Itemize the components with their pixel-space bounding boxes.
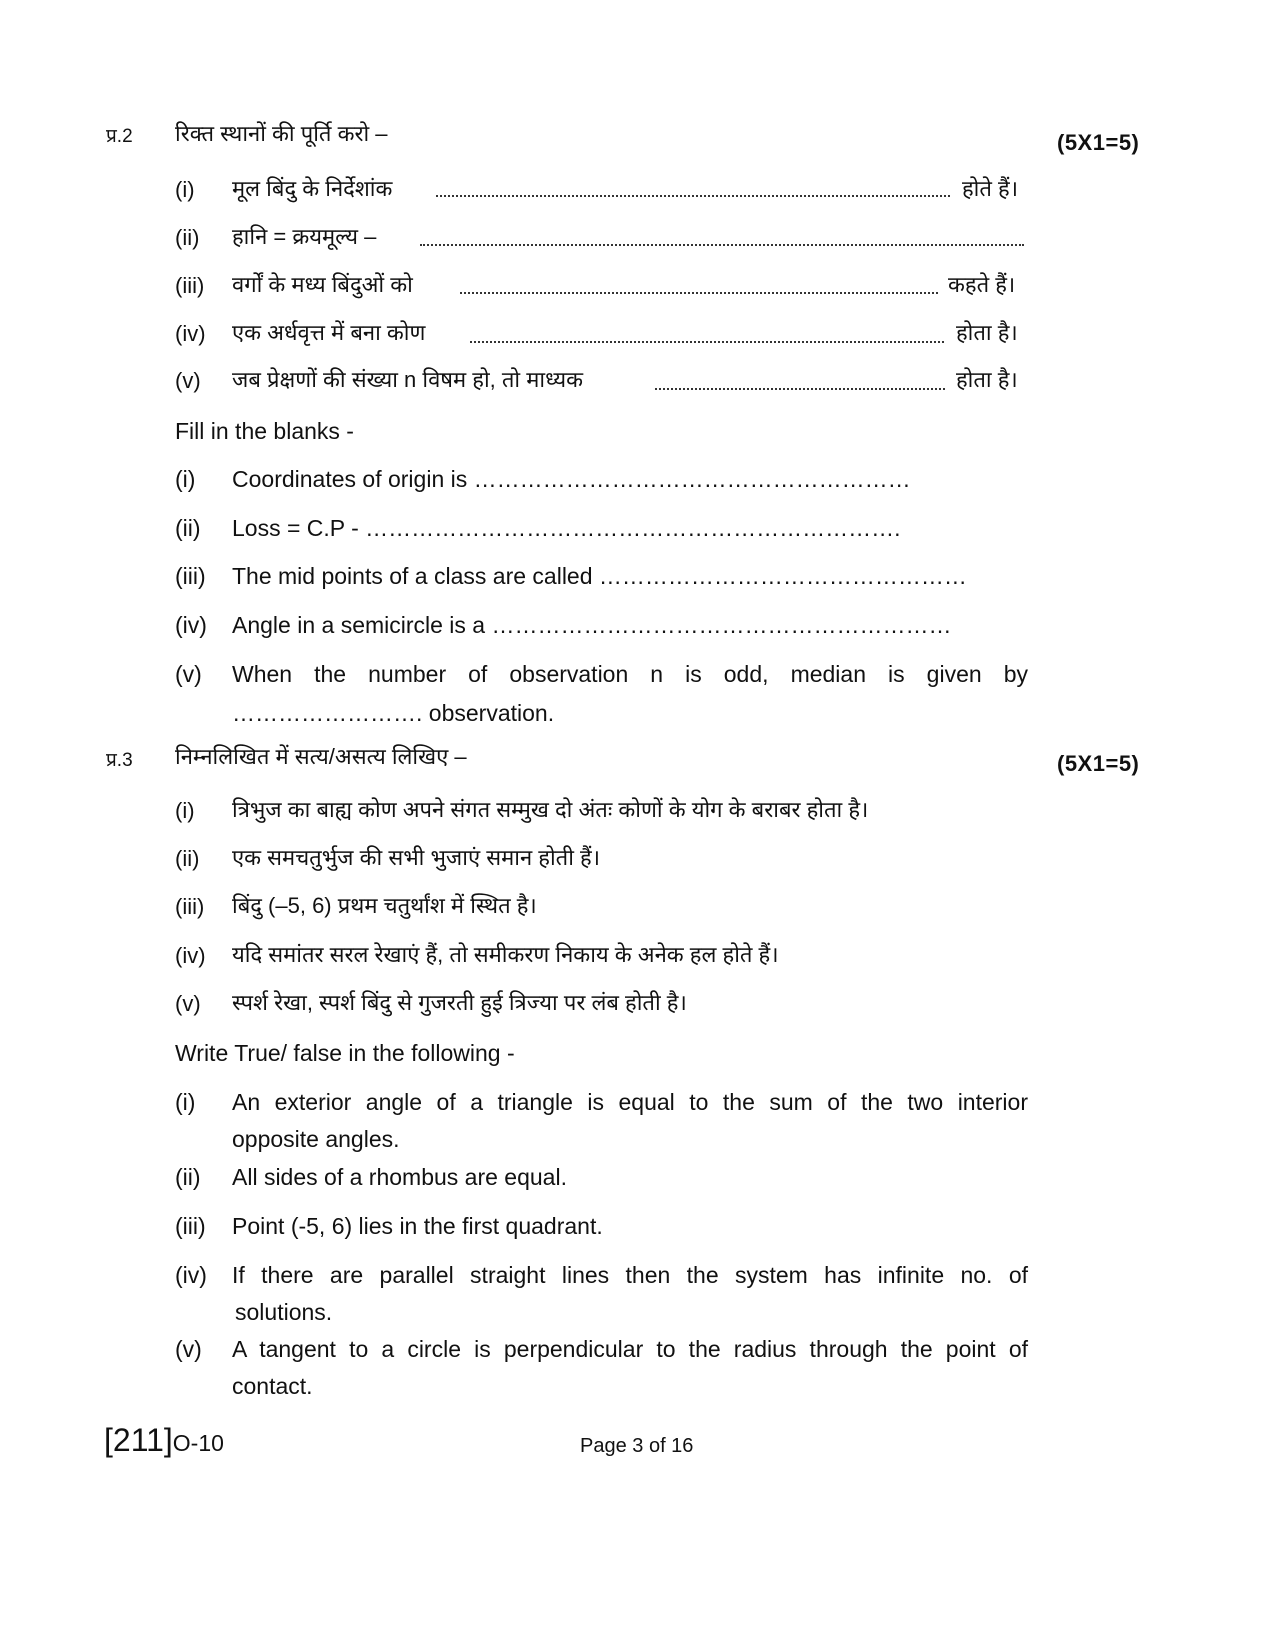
english-blank-text: When the number of observation n is odd, median is given by [232, 661, 1028, 687]
item-number: (v) [175, 1336, 202, 1362]
item-number: (v) [175, 991, 201, 1016]
hindi-blank-text: वर्गों के मध्य बिंदुओं को [232, 272, 413, 297]
question-title-q2: रिक्त स्थानों की पूर्ति करो – [175, 121, 388, 146]
item-number: (iv) [175, 321, 206, 346]
page-number: Page 3 of 16 [580, 1435, 694, 1457]
hindi-blank-text: एक अर्धवृत्त में बना कोण [232, 320, 426, 345]
blank-line [655, 388, 945, 390]
hindi-blank-suffix: कहते हैं। [948, 272, 1016, 297]
hindi-blank-text: हानि = क्रयमूल्य – [232, 224, 377, 249]
hindi-blank-suffix: होता है। [956, 320, 1018, 345]
question-number-q3: प्र.3 [106, 750, 133, 771]
english-statement-continuation: solutions. [235, 1299, 333, 1325]
hindi-blank-text: जब प्रेक्षणों की संख्या n विषम हो, तो माध्यक [232, 367, 584, 392]
item-number: (i) [175, 177, 195, 202]
hindi-blank-suffix: होते हैं। [962, 176, 1019, 201]
item-number: (iii) [175, 1213, 206, 1239]
marks-q2: (5X1=5) [1057, 130, 1140, 155]
english-statement: Point (-5, 6) lies in the first quadrant. [232, 1213, 603, 1239]
english-blank-text: Angle in a semicircle is a …………………………………………………… [232, 612, 952, 638]
blank-line [470, 341, 944, 343]
hindi-statement: त्रिभुज का बाह्य कोण अपने संगत सम्मुख दो अंतः कोणों के योग के बराबर होता है। [232, 797, 869, 822]
item-number: (iv) [175, 1262, 207, 1288]
english-blank-text: The mid points of a class are called ………………………………………… [232, 563, 967, 589]
item-number: (i) [175, 798, 195, 823]
hindi-statement: बिंदु (–5, 6) प्रथम चतुर्थांश में स्थित है। [232, 893, 537, 918]
hindi-statement: यदि समांतर सरल रेखाएं हैं, तो समीकरण निकाय के अनेक हल होते हैं। [232, 942, 779, 967]
item-number: (iii) [175, 273, 205, 298]
blank-line [436, 195, 950, 197]
paper-code [104, 1422, 224, 1459]
english-statement: If there are parallel straight lines then the system has infinite no. of [232, 1262, 1028, 1288]
item-number: (ii) [175, 1164, 201, 1190]
paper-code-main: [211] [104, 1422, 173, 1458]
item-number: (iv) [175, 612, 207, 638]
item-number: (v) [175, 368, 201, 393]
marks-q3: (5X1=5) [1057, 751, 1140, 776]
english-heading-q2: Fill in the blanks - [175, 418, 354, 444]
item-number: (iii) [175, 894, 205, 919]
english-statement: An exterior angle of a triangle is equal to the sum of the two interior [232, 1089, 1028, 1115]
hindi-blank-suffix: होता है। [956, 367, 1018, 392]
hindi-blank-text: मूल बिंदु के निर्देशांक [232, 176, 393, 201]
item-number: (iii) [175, 563, 206, 589]
item-number: (ii) [175, 225, 200, 250]
hindi-statement: स्पर्श रेखा, स्पर्श बिंदु से गुजरती हुई त्रिज्या पर लंब होती है। [232, 990, 687, 1015]
question-title-q3: निम्नलिखित में सत्य/असत्य लिखिए – [175, 744, 467, 769]
item-number: (i) [175, 1089, 196, 1115]
hindi-statement: एक समचतुर्भुज की सभी भुजाएं समान होती हैं। [232, 845, 601, 870]
blank-line [460, 292, 938, 294]
english-blank-continuation: ……………………. observation. [232, 700, 555, 726]
item-number: (ii) [175, 846, 200, 871]
paper-code-suffix: O-10 [172, 1430, 224, 1456]
item-number: (i) [175, 466, 196, 492]
blank-line [420, 244, 1024, 246]
english-statement: All sides of a rhombus are equal. [232, 1164, 567, 1190]
english-statement: A tangent to a circle is perpendicular to the radius through the point of [232, 1336, 1028, 1362]
english-heading-q3: Write True/ false in the following - [175, 1040, 515, 1066]
item-number: (ii) [175, 515, 201, 541]
english-blank-text: Loss = C.P - ……………………………………………………………. [232, 515, 901, 541]
question-number-q2: प्र.2 [106, 126, 133, 147]
english-statement-continuation: contact. [232, 1373, 313, 1399]
english-statement-continuation: opposite angles. [232, 1126, 400, 1152]
item-number: (v) [175, 661, 202, 687]
english-blank-text: Coordinates of origin is ………………………………………………… [232, 466, 911, 492]
item-number: (iv) [175, 943, 206, 968]
